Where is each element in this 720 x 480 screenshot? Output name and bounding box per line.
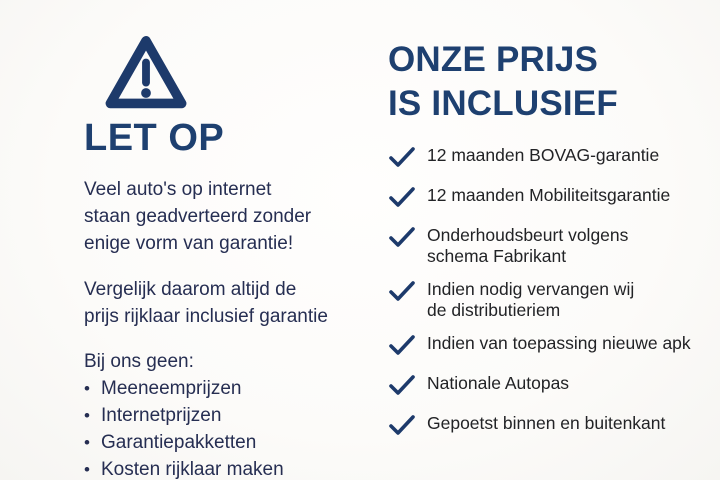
checklist-item-line: Indien van toepassing nieuwe apk [427, 333, 691, 353]
right-heading-line: ONZE PRIJS [388, 40, 599, 79]
checklist-item-line: Onderhoudsbeurt volgens [427, 225, 629, 245]
bullet-glyph: • [84, 433, 90, 452]
list-item [84, 375, 370, 402]
checkmark-icon [388, 374, 416, 401]
checklist-item-line: 12 maanden Mobiliteitsgarantie [427, 185, 671, 205]
checklist-item [388, 279, 708, 321]
list-item [84, 402, 370, 429]
checkmark-icon [388, 186, 416, 213]
list-item [84, 456, 370, 480]
list-item-label: Garantiepakketten [101, 432, 257, 453]
list-item-label: Kosten rijklaar maken [101, 459, 284, 480]
checklist-item-line: schema Fabrikant [427, 246, 567, 266]
bullet-glyph: • [84, 379, 90, 398]
bullet-list-intro: Bij ons geen: [84, 351, 194, 372]
paragraph-compare-advice [84, 276, 370, 330]
left-heading: LET OP [84, 117, 225, 159]
checklist-item-line: Gepoetst binnen en buitenkant [427, 413, 666, 433]
paragraph-line: staan geadverteerd zonder [84, 206, 312, 227]
checklist-item-label [427, 145, 659, 166]
checkmark-icon [388, 334, 416, 361]
paragraph-line: Veel auto's op internet [84, 179, 272, 200]
checklist-item-label [427, 225, 628, 267]
checklist-item-label [427, 373, 569, 394]
checklist [388, 145, 708, 441]
list-item-label: Internetprijzen [101, 405, 222, 426]
checkmark-icon [388, 414, 416, 441]
list-item-label: Meeneemprijzen [101, 378, 242, 399]
checklist-item [388, 333, 708, 361]
checkmark-icon [388, 226, 416, 253]
no-list [84, 375, 370, 480]
checklist-item [388, 145, 708, 173]
right-heading [388, 38, 708, 126]
list-item [84, 429, 370, 456]
checklist-item-line: Indien nodig vervangen wij [427, 279, 635, 299]
checklist-item-label [427, 185, 670, 206]
checklist-item-label [427, 279, 634, 321]
checklist-item-label [427, 413, 665, 434]
checklist-item [388, 373, 708, 401]
checklist-item [388, 413, 708, 441]
checkmark-icon [388, 280, 416, 307]
warning-column [84, 0, 370, 480]
paragraph-line: Vergelijk daarom altijd de [84, 279, 297, 300]
checkmark-icon [388, 146, 416, 173]
bullet-glyph: • [84, 460, 90, 479]
checklist-item-line: 12 maanden BOVAG-garantie [427, 145, 660, 165]
paragraph-internet-warning [84, 176, 370, 257]
bullet-glyph: • [84, 406, 90, 425]
warning-triangle-exclamation-icon [102, 33, 190, 113]
checklist-item-line: de distributieriem [427, 300, 561, 320]
right-heading-line: IS INCLUSIEF [388, 84, 618, 123]
checklist-item-line: Nationale Autopas [427, 373, 570, 393]
price-inclusive-column [388, 0, 708, 441]
paragraph-line: enige vorm van garantie! [84, 233, 294, 254]
checklist-item [388, 225, 708, 267]
paragraph-line: prijs rijklaar inclusief garantie [84, 306, 328, 327]
checklist-item [388, 185, 708, 213]
checklist-item-label [427, 333, 691, 354]
